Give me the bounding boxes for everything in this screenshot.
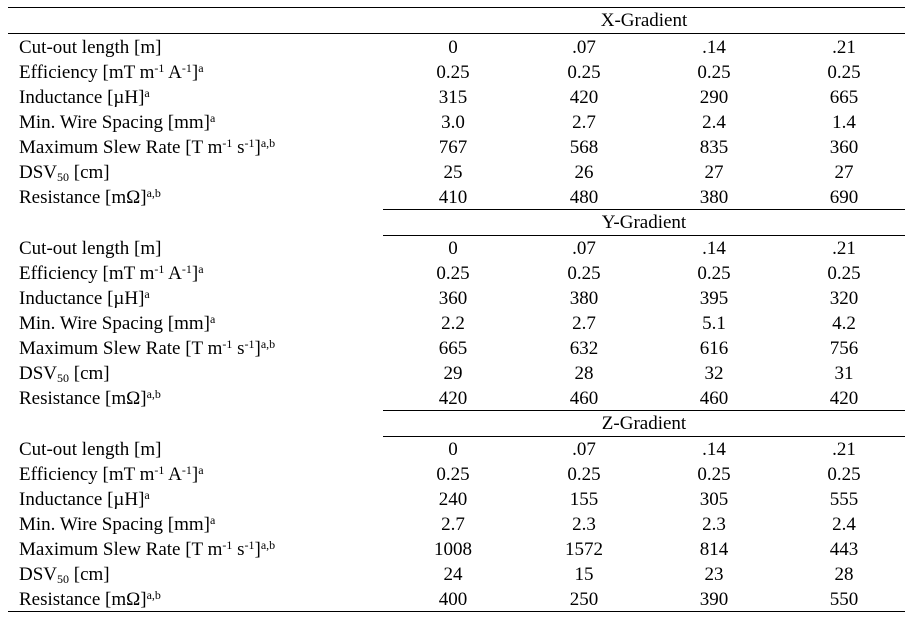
table-row	[8, 512, 905, 537]
table-cell: 315	[438, 87, 468, 108]
table-cell: 400	[438, 589, 468, 610]
row-label: Maximum Slew Rate [T $m^{-1}$ $s^{-1}]^{a,b}$	[19, 337, 276, 359]
table-cell: 380	[569, 288, 599, 309]
table-row	[8, 110, 905, 135]
table-row	[8, 236, 905, 261]
table-cell: 568	[569, 137, 599, 158]
row-label: Min. Wire Spacing [mm]$^a$	[19, 513, 216, 535]
table-cell: 2.3	[702, 514, 726, 535]
table-cell: 0.25	[436, 464, 470, 485]
table-cell: 23	[704, 564, 724, 585]
table-cell: 2.3	[572, 514, 596, 535]
row-label: Inductance $[\mu H]^a$	[19, 287, 150, 309]
table-cell: 27	[834, 162, 854, 183]
table-cell: 290	[699, 87, 729, 108]
table-cell: 555	[829, 489, 859, 510]
table-cell: 24	[443, 564, 463, 585]
row-label: Efficiency [mT $m^{-1}$ $A^{-1}]^a$	[19, 463, 204, 485]
table-cell: .21	[832, 238, 856, 259]
table-cell: 0.25	[567, 263, 601, 284]
table-cell: 0.25	[567, 62, 601, 83]
table-cell: 395	[699, 288, 729, 309]
row-label: Maximum Slew Rate [T $m^{-1}$ $s^{-1}]^{a,b}$	[19, 136, 276, 158]
table-cell: 0.25	[697, 263, 731, 284]
table-cell: 2.7	[572, 112, 596, 133]
table-cell: .14	[702, 439, 726, 460]
table-cell: 616	[699, 338, 729, 359]
table-cell: 250	[569, 589, 599, 610]
table-cell: 550	[829, 589, 859, 610]
table-cell: .07	[572, 37, 596, 58]
table-row	[8, 462, 905, 487]
table-cell: 2.7	[572, 313, 596, 334]
table-cell: 1008	[434, 539, 472, 560]
row-label: Cut-out length [m]	[19, 37, 162, 58]
table-row	[8, 35, 905, 60]
table-cell: 0.25	[567, 464, 601, 485]
table-cell: 28	[574, 363, 594, 384]
row-label: Efficiency [mT $m^{-1}$ $A^{-1}]^a$	[19, 262, 204, 284]
table-cell: 420	[829, 388, 859, 409]
table-row	[8, 85, 905, 110]
bottom-rule	[8, 611, 905, 612]
table-row	[8, 160, 905, 185]
table-cell: 756	[829, 338, 859, 359]
table-row	[8, 135, 905, 160]
table-cell: 814	[699, 539, 729, 560]
table-cell: 0.25	[827, 263, 861, 284]
table-cell: 2.2	[441, 313, 465, 334]
table-cell: 28	[834, 564, 854, 585]
row-label: Cut-out length [m]	[19, 238, 162, 259]
table-cell: .14	[702, 37, 726, 58]
table-cell: 690	[829, 187, 859, 208]
section-heading-z: Z-Gradient	[601, 413, 687, 434]
table-row	[8, 311, 905, 336]
table-cell: 155	[569, 489, 599, 510]
table-cell: 0	[448, 37, 458, 58]
table-row	[8, 336, 905, 361]
table-cell: 665	[829, 87, 859, 108]
row-label: Maximum Slew Rate [T $m^{-1}$ $s^{-1}]^{a,b}$	[19, 538, 276, 560]
table-cell: 0.25	[436, 62, 470, 83]
row-label: $DSV_{50}$ [cm]	[19, 162, 110, 184]
row-label: Inductance $[\mu H]^a$	[19, 86, 150, 108]
table-row	[8, 261, 905, 286]
table-cell: 0	[448, 238, 458, 259]
table-cell: 2.4	[702, 112, 726, 133]
table-cell: .21	[832, 37, 856, 58]
table-cell: .07	[572, 439, 596, 460]
table-cell: 390	[699, 589, 729, 610]
table-cell: 5.1	[702, 313, 726, 334]
table-cell: 420	[569, 87, 599, 108]
table-cell: 1.4	[832, 112, 856, 133]
table-row	[8, 361, 905, 386]
table-cell: 3.0	[441, 112, 465, 133]
table-row	[8, 60, 905, 85]
table-cell: 410	[438, 187, 468, 208]
row-label: Cut-out length [m]	[19, 439, 162, 460]
table-row	[8, 185, 905, 210]
table-cell: 0.25	[697, 464, 731, 485]
table-row	[8, 437, 905, 462]
table-cell: 31	[834, 363, 854, 384]
table-cell: 443	[829, 539, 859, 560]
table-cell: 0	[448, 439, 458, 460]
table-cell: 15	[574, 564, 594, 585]
table-cell: .21	[832, 439, 856, 460]
table-cell: 240	[438, 489, 468, 510]
table-cell: 835	[699, 137, 729, 158]
row-label: Min. Wire Spacing [mm]$^a$	[19, 111, 216, 133]
row-label: Resistance $[m\Omega]^{a,b}$	[19, 387, 161, 409]
table-row	[8, 587, 905, 612]
row-label: Resistance $[m\Omega]^{a,b}$	[19, 186, 161, 208]
table-cell: 2.7	[441, 514, 465, 535]
table-cell: 320	[829, 288, 859, 309]
table-row	[8, 286, 905, 311]
table-row	[8, 562, 905, 587]
table-row	[8, 386, 905, 411]
table-cell: 360	[438, 288, 468, 309]
table-cell: .14	[702, 238, 726, 259]
table-cell: 1572	[565, 539, 603, 560]
table-cell: 0.25	[436, 263, 470, 284]
section-heading-x: X-Gradient	[600, 10, 688, 31]
table-cell: 26	[574, 162, 594, 183]
table-cell: 665	[438, 338, 468, 359]
row-label: Min. Wire Spacing [mm]$^a$	[19, 312, 216, 334]
table-cell: 767	[438, 137, 468, 158]
table-cell: 4.2	[832, 313, 856, 334]
row-label: $DSV_{50}$ [cm]	[19, 564, 110, 586]
table-cell: 0.25	[827, 464, 861, 485]
table-cell: 27	[704, 162, 724, 183]
row-label: Resistance $[m\Omega]^{a,b}$	[19, 588, 161, 610]
table-cell: 2.4	[832, 514, 856, 535]
table-cell: 460	[569, 388, 599, 409]
table-row	[8, 487, 905, 512]
table-cell: 420	[438, 388, 468, 409]
table-cell: 460	[699, 388, 729, 409]
table-cell: 305	[699, 489, 729, 510]
table-cell: 0.25	[827, 62, 861, 83]
row-label: $DSV_{50}$ [cm]	[19, 363, 110, 385]
table-cell: 29	[443, 363, 463, 384]
row-label: Efficiency [mT $m^{-1}$ $A^{-1}]^a$	[19, 61, 204, 83]
row-label: Inductance $[\mu H]^a$	[19, 488, 150, 510]
table-row	[8, 537, 905, 562]
table-cell: 32	[704, 363, 724, 384]
x-heading-rule	[8, 33, 905, 34]
table-cell: 632	[569, 338, 599, 359]
table-cell: 480	[569, 187, 599, 208]
table-cell: 0.25	[697, 62, 731, 83]
section-heading-y: Y-Gradient	[601, 212, 687, 233]
table-cell: 360	[829, 137, 859, 158]
table-cell: 380	[699, 187, 729, 208]
table-cell: 25	[443, 162, 463, 183]
table-cell: .07	[572, 238, 596, 259]
